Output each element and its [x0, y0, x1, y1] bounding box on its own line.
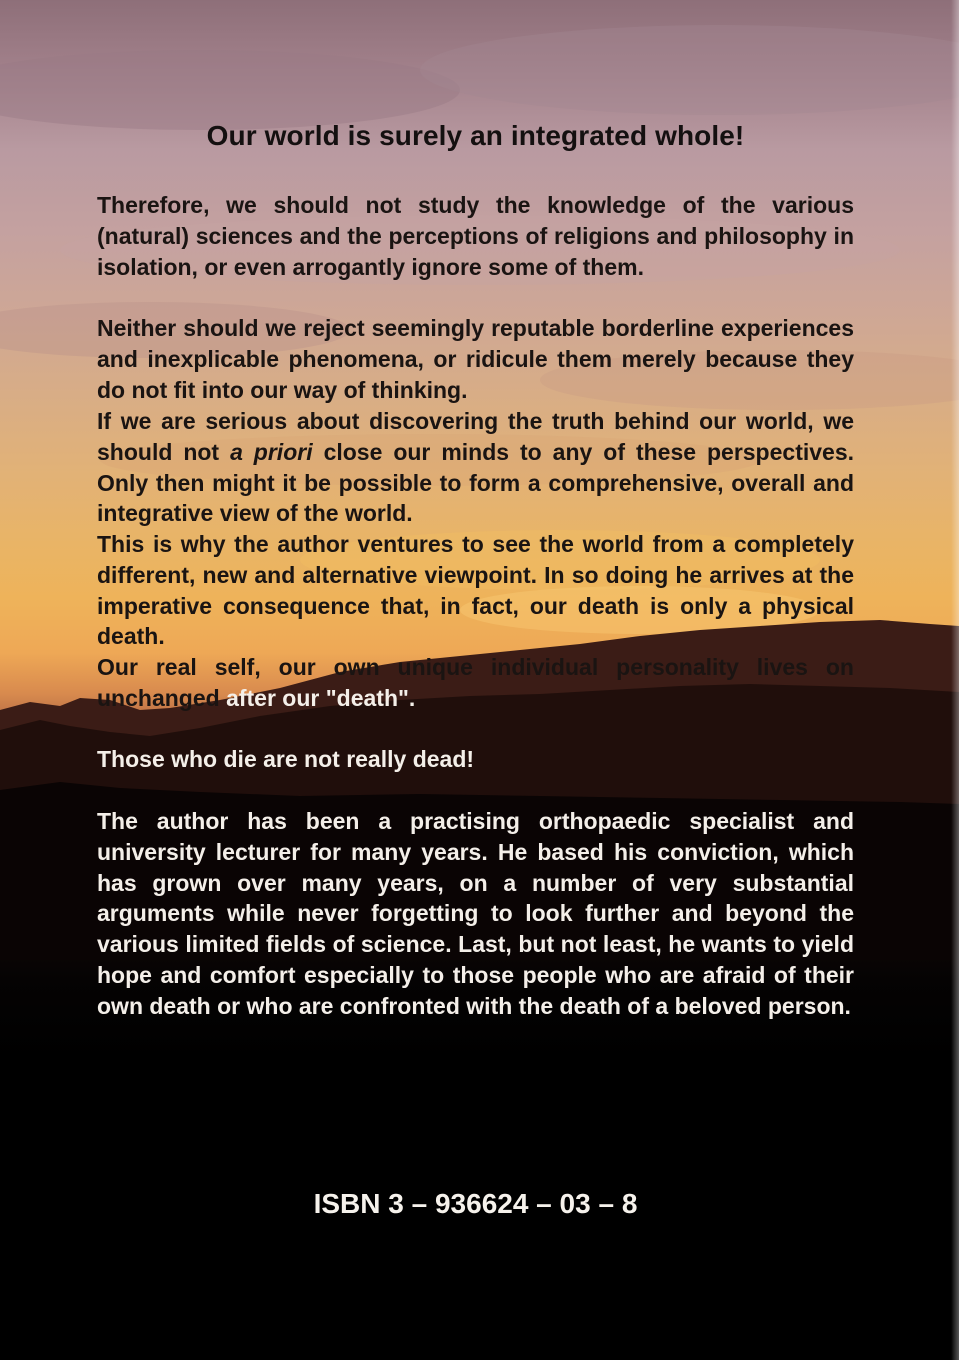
paragraph-viewpoint: This is why the author ventures to see the world from a completely different, new and alternative viewpoint. In so doing he arrives at the imperative consequence that, in fact, our death is only a physical death.	[97, 531, 854, 650]
paragraph-borderline: Neither should we reject seemingly reputable borderline experiences and inexplicable phenomena, or ridicule them merely because they do not fit into our way of thinking.	[97, 315, 854, 403]
paragraph-perspectives-end: close our minds to any of these perspectives. Only then might it be possible to form a comprehensive, overall and integrative view of the world.	[97, 438, 855, 527]
paragraph-author-bio: The author has been a practising orthopaedic specialist and university lecturer for many years. He based his conviction, which has grown over many years, on a number of very substantial arguments while never forgetting to look further and beyond the various limited fields of science. Last, but not least, he wants to yield hope and comfort especially to those people who are afraid of their own death or who are confronted with the death of a beloved person.	[97, 808, 854, 1019]
headline: Our world is surely an integrated whole!	[206, 120, 745, 151]
page-edge-highlight	[951, 0, 959, 1360]
paragraph-integration: Therefore, we should not study the knowledge of the various (natural) sciences and the perceptions of religions and philosophy in isolation, or even arrogantly ignore some of them.	[97, 192, 854, 280]
a-priori-term: a priori	[230, 438, 313, 465]
paragraph-real-self-end: after our "death".	[226, 684, 416, 711]
isbn-number: ISBN 3 – 936624 – 03 – 8	[313, 1188, 638, 1219]
paragraph-real-self-start: Our real self, our own unique individual personality lives on unchanged	[97, 654, 854, 711]
statement-not-dead: Those who die are not really dead!	[97, 746, 475, 772]
paragraph-perspectives	[97, 406, 854, 529]
paragraph-real-self	[97, 652, 854, 714]
paragraph-perspectives-start: If we are serious about discovering the truth behind our world, we should not	[97, 408, 854, 465]
